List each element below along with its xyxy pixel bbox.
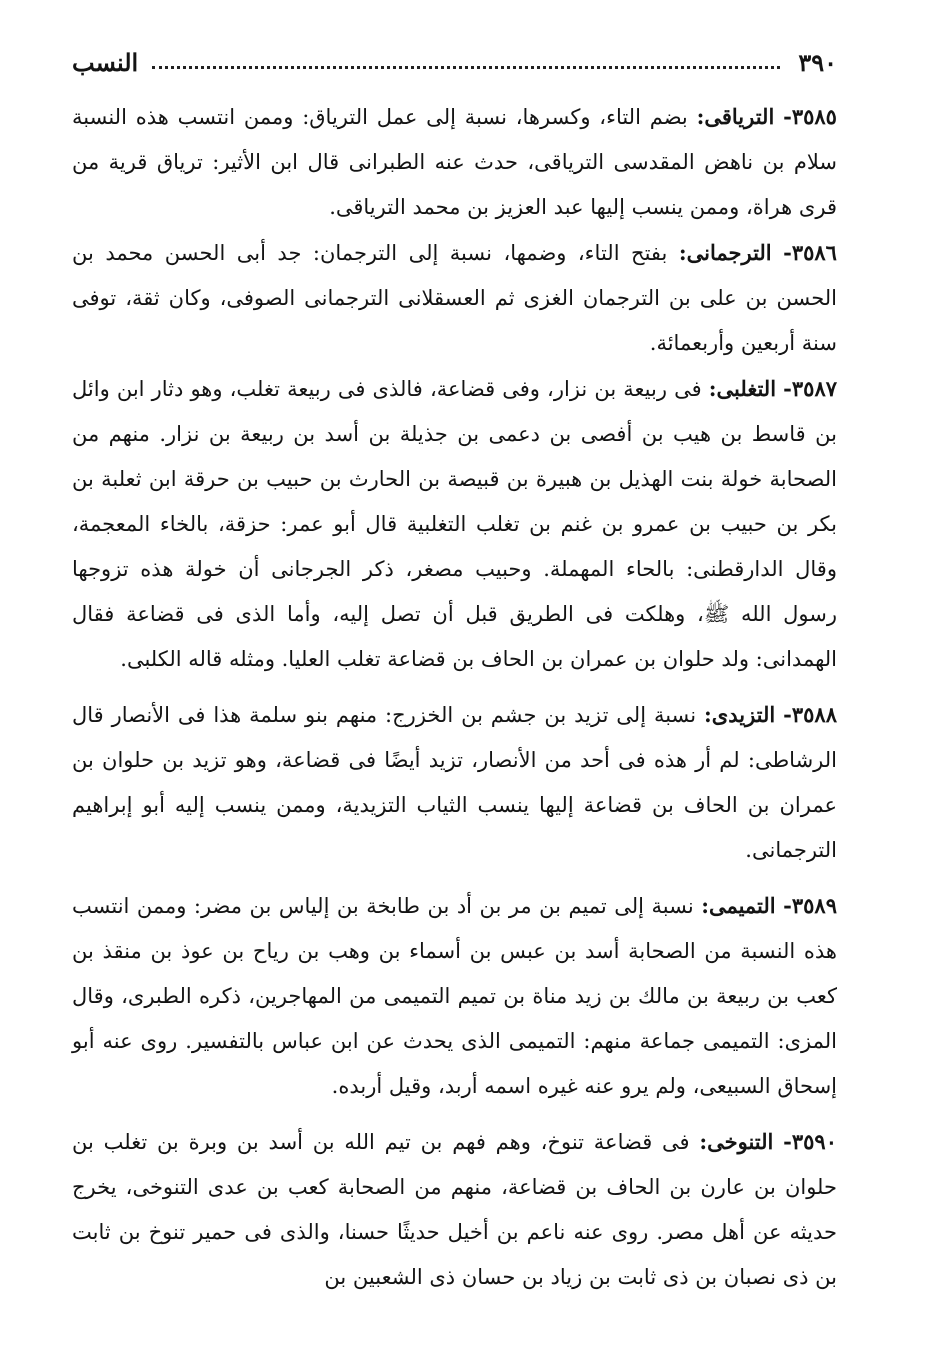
- entry-number: ٣٥٨٧-: [783, 376, 838, 401]
- book-page: [72, 40, 837, 1300]
- entry-text: نسبة إلى تميم بن مر بن أد بن طابخة بن إلياس بن مضر: وممن انتسب هذه النسبة من الصحابة أسد بن عبس بن أسماء بن وهب بن رياح بن عوذ بن منقذ بن كعب بن ربيعة بن مالك بن زيد مناة بن تميم التميمى من المهاجرين، ذكره الطبرى، وقال المزى: التميمى جماعة منهم: التميمى الذى يحدث عن ابن عباس بالتفسير. روى عنه أبو إسحاق السبيعى، ولم يرو عنه غيره اسمه أربد، وقيل أربده.: [72, 894, 837, 1098]
- page-header: [72, 40, 837, 84]
- entry-3588: [72, 692, 837, 873]
- page-number: ٣٩٠: [798, 47, 837, 77]
- entry-3586: [72, 230, 837, 366]
- entry-text: نسبة إلى تزيد بن جشم بن الخزرج: منهم بنو سلمة هذا فى الأنصار قال الرشاطى: لم أر هذه فى أحد من الأنصار، تزيد أيضًا فى قضاعة، وهو تزيد بن حلوان بن عمران بن الحاف بن قضاعة إليها ينسب الثياب التزيدية، وممن ينسب إليه أبو إبراهيم الترجمانى.: [72, 703, 837, 862]
- entry-headword: الترياقى:: [696, 104, 775, 129]
- entry-text: بفتح التاء، وضمها، نسبة إلى الترجمان: جد أبى الحسن محمد بن الحسن بن على بن الترجمان الغزى ثم العسقلانى الترجمانى الصوفى، وكان ثقة، توفى سنة أربعين وأربعمائة.: [72, 241, 837, 355]
- entry-number: ٣٥٨٥-: [783, 104, 837, 129]
- entry-headword: الترجمانى:: [678, 240, 772, 265]
- entry-text: بضم التاء، وكسرها، نسبة إلى عمل الترياق: وممن انتسب هذه النسبة سلام بن ناهض المقدسى الترياقى، حدث عنه الطبرانى قال ابن الأثير: ترياق قرية من قرى هراة، وممن ينسب إليها عبد العزيز بن محمد الترياقى.: [72, 105, 837, 219]
- header-dot-leader: [152, 66, 780, 69]
- entry-text: فى قضاعة تنوخ، وهم فهم بن تيم الله بن أسد بن وبرة بن تغلب بن حلوان بن عارن بن الحاف بن قضاعة، منهم من الصحابة كعب بن عدى التنوخى، يخرج حديثه عن أهل مصر. روى عنه ناعم بن أخيل حديثًا حسنا، والذى فى حمير تنوخ بن ثابت بن ذى نصبان بن ذى ثابت بن زياد بن حسان ذى الشعبين بن: [72, 1130, 837, 1289]
- entry-3589: [72, 883, 837, 1109]
- entry-number: ٣٥٨٦-: [783, 240, 837, 265]
- entry-3587: [72, 366, 837, 682]
- entry-headword: التنوخى:: [699, 1129, 774, 1154]
- entry-3585: [72, 94, 837, 230]
- running-title: النسب: [72, 47, 139, 77]
- entry-number: ٣٥٩٠-: [783, 1129, 837, 1154]
- entry-3590: [72, 1119, 837, 1300]
- entry-text: فى ربيعة بن نزار، وفى قضاعة، فالذى فى ربيعة تغلب، وهو دثار ابن وائل بن قاسط بن هيب بن أفصى بن دعمى بن جذيلة بن أسد بن ربيعة بن نزار. منهم من الصحابة خولة بنت الهذيل بن هبيرة بن قبيصة بن الحارث بن حبيب بن حرقة ابن ثعلبة بن بكر بن حبيب بن عمرو بن غنم بن تغلب التغلبية قال أبو عمر: حزقة، بالخاء المعجمة، وقال الدارقطنى: بالحاء المهملة. وحبيب مصغر، ذكر الجرجانى أن خولة هذه تزوجها رسول الله ﷺ، وهلكت فى الطريق قبل أن تصل إليه، وأما الذى فى قضاعة فقال الهمدانى: ولد حلوان بن عمران بن الحاف بن قضاعة تغلب العليا. ومثله قاله الكلبى.: [72, 377, 837, 671]
- entry-number: ٣٥٨٨-: [783, 702, 837, 727]
- entry-headword: التزيدى:: [704, 702, 776, 727]
- entry-headword: التغلبى:: [708, 376, 777, 401]
- entry-headword: التميمى:: [701, 893, 776, 918]
- entry-number: ٣٥٨٩-: [783, 893, 837, 918]
